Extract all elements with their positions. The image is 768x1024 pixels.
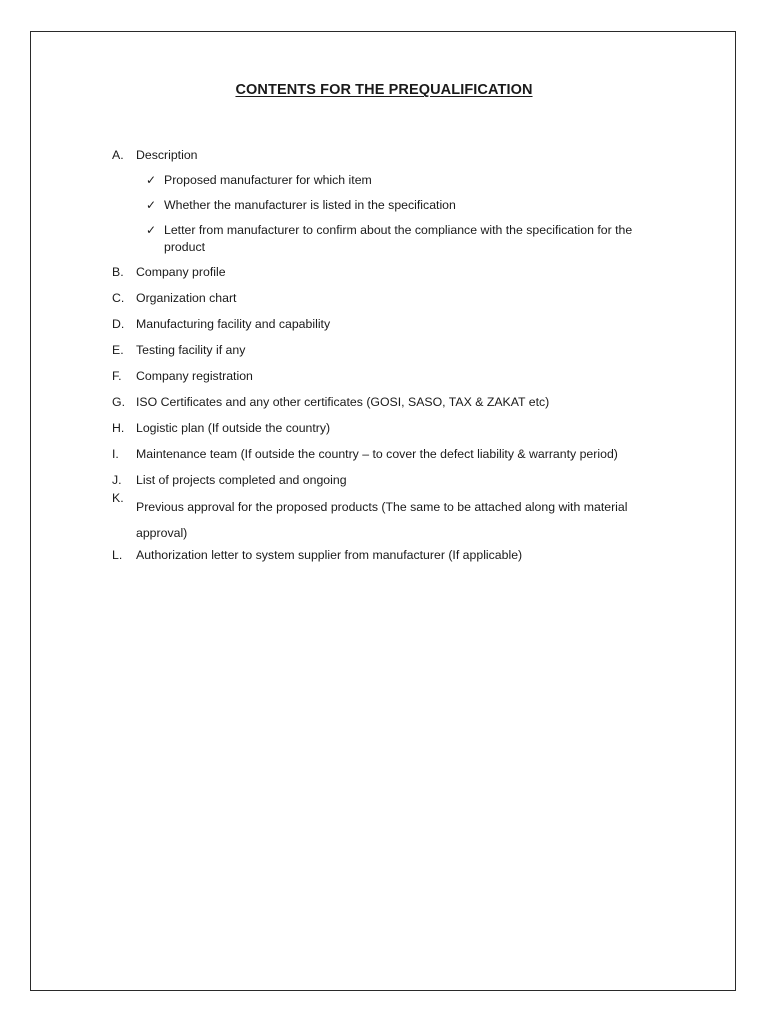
item-letter: G. (112, 395, 125, 409)
sub-item (136, 172, 672, 189)
sub-item (136, 222, 672, 256)
item-text: Description (136, 148, 198, 162)
item-text: Company registration (136, 369, 253, 383)
item-letter: A. (112, 148, 124, 162)
contents-list (112, 147, 672, 564)
item-text: List of projects completed and ongoing (136, 473, 347, 487)
item-text: Company profile (136, 265, 226, 279)
item-text: Testing facility if any (136, 343, 246, 357)
list-item-c (112, 290, 672, 307)
item-letter: D. (112, 317, 125, 331)
item-text: Logistic plan (If outside the country) (136, 421, 331, 435)
checkmark-icon: ✓ (146, 198, 157, 212)
checkmark-icon: ✓ (146, 223, 157, 237)
sub-item-text: Whether the manufacturer is listed in the specification (164, 198, 456, 212)
item-text: Maintenance team (If outside the country – to cover the defect liability & warranty period) (136, 447, 618, 461)
list-item-h (112, 420, 672, 437)
sub-list (136, 172, 672, 256)
item-text: Manufacturing facility and capability (136, 317, 331, 331)
list-item-a (112, 147, 672, 256)
item-letter: B. (112, 265, 124, 279)
item-letter: L. (112, 548, 123, 562)
item-text: Previous approval for the proposed products (The same to be attached along with material approval) (136, 500, 628, 540)
item-text: Organization chart (136, 291, 237, 305)
sub-item (136, 197, 672, 214)
list-item-e (112, 342, 672, 359)
checkmark-icon: ✓ (146, 173, 157, 187)
list-item-b (112, 264, 672, 281)
list-item-g (112, 394, 672, 411)
list-item-l (112, 547, 672, 564)
list-item-j (112, 472, 672, 489)
item-letter: J. (112, 473, 122, 487)
item-letter: E. (112, 343, 124, 357)
document-title: CONTENTS FOR THE PREQUALIFICATION (235, 82, 533, 98)
item-letter: I. (112, 447, 119, 461)
item-text: ISO Certificates and any other certificates (GOSI, SASO, TAX & ZAKAT etc) (136, 395, 550, 409)
item-letter: K. (112, 491, 124, 505)
item-letter: C. (112, 291, 125, 305)
list-item-k (112, 491, 672, 546)
sub-item-text: Proposed manufacturer for which item (164, 173, 372, 187)
item-letter: F. (112, 369, 122, 383)
item-text: Authorization letter to system supplier from manufacturer (If applicable) (136, 548, 523, 562)
list-item-d (112, 316, 672, 333)
list-item-f (112, 368, 672, 385)
sub-item-text: Letter from manufacturer to confirm about the compliance with the specification for the product (164, 223, 633, 254)
item-letter: H. (112, 421, 125, 435)
list-item-i (112, 446, 672, 463)
